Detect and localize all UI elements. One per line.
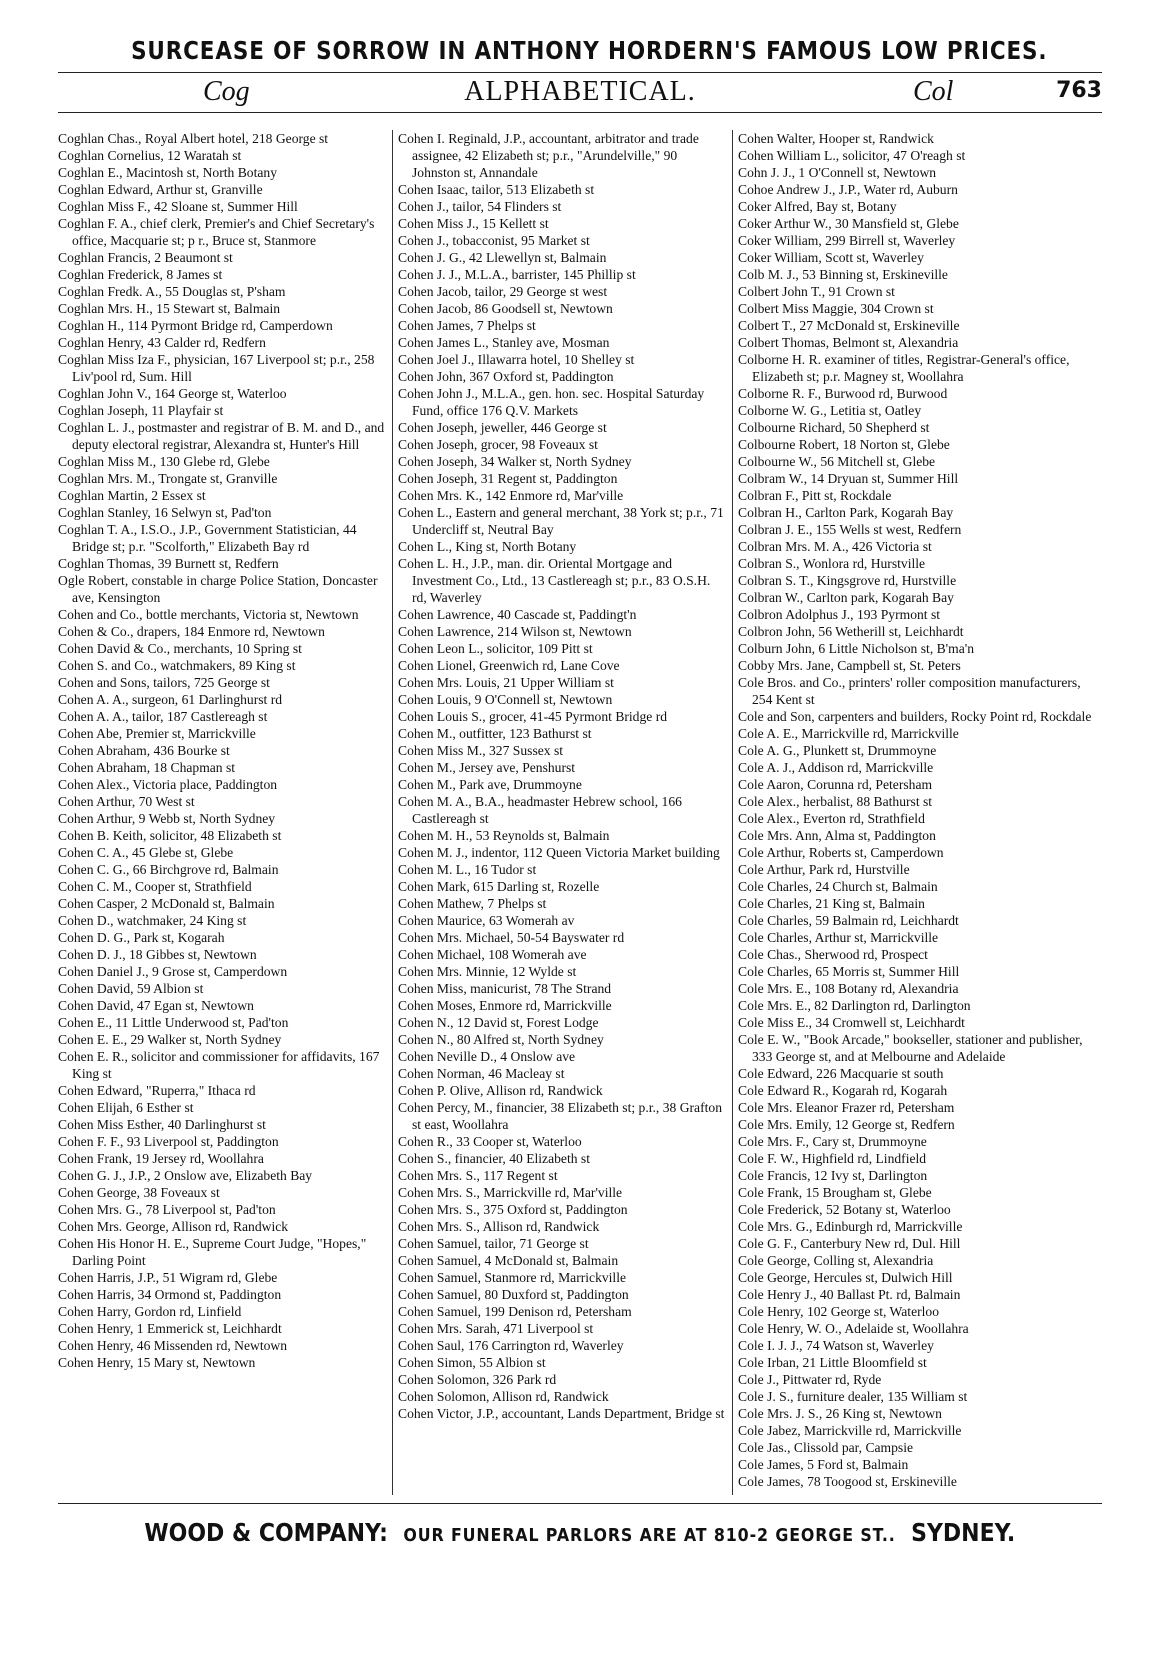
- directory-entry: Cohen Daniel J., 9 Grose st, Camperdown: [58, 964, 288, 979]
- directory-entry: Cole George, Hercules st, Dulwich Hill: [738, 1270, 953, 1285]
- directory-entry: Cohen M., Jersey ave, Penshurst: [398, 760, 576, 775]
- directory-entry: Cole J. S., furniture dealer, 135 William st: [738, 1389, 968, 1404]
- directory-entry: Cole Henry, 102 George st, Waterloo: [738, 1304, 940, 1319]
- directory-entry: Cole Frank, 15 Brougham st, Glebe: [738, 1185, 932, 1200]
- directory-entry: Colbran W., Carlton park, Kogarah Bay: [738, 590, 954, 605]
- directory-entry: Cohen M., outfitter, 123 Bathurst st: [398, 726, 592, 741]
- directory-entry: Cohen Miss J., 15 Kellett st: [398, 216, 549, 231]
- directory-entry: Colbert John T., 91 Crown st: [738, 284, 895, 299]
- directory-entry: Cohen Michael, 108 Womerah ave: [398, 947, 587, 962]
- directory-entry: Colburn John, 6 Little Nicholson st, B'ma'n: [738, 641, 974, 656]
- directory-entry: Cohen F. F., 93 Liverpool st, Paddington: [58, 1134, 279, 1149]
- directory-entry: Coghlan Joseph, 11 Playfair st: [58, 403, 224, 418]
- directory-entry: Coghlan E., Macintosh st, North Botany: [58, 165, 277, 180]
- directory-entry: Cohen His Honor H. E., Supreme Court Judge, "Hopes," Darling Point: [58, 1236, 367, 1268]
- directory-entry: Coghlan Francis, 2 Beaumont st: [58, 250, 233, 265]
- directory-entry: Cole A. G., Plunkett st, Drummoyne: [738, 743, 937, 758]
- top-advertisement-banner: SURCEASE OF SORROW IN ANTHONY HORDERN'S FAMOUS LOW PRICES.: [131, 36, 1048, 65]
- directory-entry: Cole Francis, 12 Ivy st, Darlington: [738, 1168, 928, 1183]
- page-header: [58, 76, 1102, 110]
- directory-entry: Cohen Edward, "Ruperra," Ithaca rd: [58, 1083, 256, 1098]
- directory-entry: Cohen Miss M., 327 Sussex st: [398, 743, 564, 758]
- directory-entry: Cole Mrs. Emily, 12 George st, Redfern: [738, 1117, 955, 1132]
- directory-entry: Cole Charles, 24 Church st, Balmain: [738, 879, 938, 894]
- directory-entry: Cohen James, 7 Phelps st: [398, 318, 536, 333]
- directory-entry: Cohen Maurice, 63 Womerah av: [398, 913, 575, 928]
- directory-entry: Colbert Miss Maggie, 304 Crown st: [738, 301, 934, 316]
- directory-entry: Cohen Arthur, 9 Webb st, North Sydney: [58, 811, 276, 826]
- directory-entry: Cohen Joseph, jeweller, 446 George st: [398, 420, 607, 435]
- directory-entry: Colbran J. E., 155 Wells st west, Redfern: [738, 522, 962, 537]
- directory-entry: Coghlan L. J., postmaster and registrar of B. M. and D., and deputy electoral registrar, Alexandra st, Hunter's Hill: [58, 420, 385, 452]
- directory-entry: Cohen Mrs. Sarah, 471 Liverpool st: [398, 1321, 594, 1336]
- directory-entry: Colborne H. R. examiner of titles, Registrar-General's office, Elizabeth st; p.r. Magney st, Woollahra: [738, 352, 1070, 384]
- directory-entry: Cole G. F., Canterbury New rd, Dul. Hill: [738, 1236, 961, 1251]
- directory-entry: Cohen Mrs. G., 78 Liverpool st, Pad'ton: [58, 1202, 276, 1217]
- directory-entry: Cole Edward, 226 Macquarie st south: [738, 1066, 944, 1081]
- directory-entry: Cohen E. E., 29 Walker st, North Sydney: [58, 1032, 282, 1047]
- directory-entry: Cohen Percy, M., financier, 38 Elizabeth st; p.r., 38 Grafton st east, Woollahra: [398, 1100, 722, 1132]
- directory-entry: Cohen J., tobacconist, 95 Market st: [398, 233, 590, 248]
- directory-entry: Cohen Leon L., solicitor, 109 Pitt st: [398, 641, 593, 656]
- directory-entry: Cohen Henry, 1 Emmerick st, Leichhardt: [58, 1321, 282, 1336]
- directory-entry: Cohen M. A., B.A., headmaster Hebrew school, 166 Castlereagh st: [398, 794, 682, 826]
- directory-entry: Cohen G. J., J.P., 2 Onslow ave, Elizabeth Bay: [58, 1168, 313, 1183]
- directory-entry: Cohen & Co., drapers, 184 Enmore rd, Newtown: [58, 624, 325, 639]
- directory-entry: Coghlan Chas., Royal Albert hotel, 218 George st: [58, 131, 329, 146]
- directory-entry: Coghlan T. A., I.S.O., J.P., Government Statistician, 44 Bridge st; p.r. "Scolforth," Elizabeth Bay rd: [58, 522, 357, 554]
- directory-entry: Cohen John J., M.L.A., gen. hon. sec. Hospital Saturday Fund, office 176 Q.V. Markets: [398, 386, 705, 418]
- directory-entry: Cohen Miss, manicurist, 78 The Strand: [398, 981, 612, 996]
- header-rule: [58, 112, 1102, 113]
- directory-entry: Cohoe Andrew J., J.P., Water rd, Auburn: [738, 182, 958, 197]
- bottom-rule: [58, 1503, 1102, 1504]
- directory-entry: Cohen Alex., Victoria place, Paddington: [58, 777, 278, 792]
- directory-entry: Cohen C. A., 45 Glebe st, Glebe: [58, 845, 234, 860]
- directory-entry: Cohen N., 12 David st, Forest Lodge: [398, 1015, 599, 1030]
- directory-entry: Colbran Mrs. M. A., 426 Victoria st: [738, 539, 932, 554]
- directory-entry: Cohen R., 33 Cooper st, Waterloo: [398, 1134, 582, 1149]
- directory-entry: Cohen Moses, Enmore rd, Marrickville: [398, 998, 612, 1013]
- directory-entry: Cohen B. Keith, solicitor, 48 Elizabeth st: [58, 828, 282, 843]
- directory-entry: Cohen J. J., M.L.A., barrister, 145 Phillip st: [398, 267, 636, 282]
- directory-entry: Cole I. J. J., 74 Watson st, Waverley: [738, 1338, 934, 1353]
- directory-entry: Cohen E. R., solicitor and commissioner for affidavits, 167 King st: [58, 1049, 380, 1081]
- directory-entry: Cole James, 78 Toogood st, Erskineville: [738, 1474, 957, 1489]
- directory-entry: Cohen Arthur, 70 West st: [58, 794, 195, 809]
- directory-entry: Cole Charles, Arthur st, Marrickville: [738, 930, 939, 945]
- directory-entry: Cole Arthur, Park rd, Hurstville: [738, 862, 910, 877]
- bottom-advertisement-banner: [58, 1518, 1102, 1558]
- left-guide-word: Cog: [203, 76, 250, 107]
- directory-entry: Cohen Joseph, 34 Walker st, North Sydney: [398, 454, 632, 469]
- directory-entry: Cohen J., tailor, 54 Flinders st: [398, 199, 562, 214]
- directory-entry: Cole Alex., Everton rd, Strathfield: [738, 811, 925, 826]
- directory-entry: Coghlan Miss Iza F., physician, 167 Liverpool st; p.r., 258 Liv'pool rd, Sum. Hill: [58, 352, 375, 384]
- directory-entry: Coker William, 299 Birrell st, Waverley: [738, 233, 956, 248]
- directory-entry: Coghlan Stanley, 16 Selwyn st, Pad'ton: [58, 505, 272, 520]
- page-title: ALPHABETICAL.: [464, 76, 696, 107]
- directory-entry: Coghlan Mrs. H., 15 Stewart st, Balmain: [58, 301, 281, 316]
- directory-entry: Cohen Elijah, 6 Esther st: [58, 1100, 194, 1115]
- directory-entry: Cohen M. J., indentor, 112 Queen Victoria Market building: [398, 845, 720, 860]
- directory-entry: Cohen Mrs. S., 375 Oxford st, Paddington: [398, 1202, 628, 1217]
- directory-entry: Cole Jabez, Marrickville rd, Marrickville: [738, 1423, 962, 1438]
- directory-column-2: [398, 130, 728, 1540]
- directory-entry: Colbran H., Carlton Park, Kogarah Bay: [738, 505, 954, 520]
- directory-entry: Cohen Louis S., grocer, 41-45 Pyrmont Bridge rd: [398, 709, 668, 724]
- directory-entry: Coghlan Fredk. A., 55 Douglas st, P'sham: [58, 284, 286, 299]
- directory-entry: Cohen Samuel, 199 Denison rd, Petersham: [398, 1304, 632, 1319]
- directory-entry: Cole James, 5 Ford st, Balmain: [738, 1457, 909, 1472]
- directory-entry: Cohen Joseph, 31 Regent st, Paddington: [398, 471, 618, 486]
- directory-entry: Cohen L., Eastern and general merchant, 38 York st; p.r., 71 Undercliff st, Neutral Bay: [398, 505, 724, 537]
- directory-entry: Cole Bros. and Co., printers' roller composition manufacturers, 254 Kent st: [738, 675, 1081, 707]
- directory-entry: Coghlan Martin, 2 Essex st: [58, 488, 206, 503]
- directory-entry: Coker William, Scott st, Waverley: [738, 250, 924, 265]
- directory-entry: Colbourne W., 56 Mitchell st, Glebe: [738, 454, 936, 469]
- advert-company: WOOD & COMPANY:: [144, 1518, 389, 1547]
- directory-entry: Cohen S. and Co., watchmakers, 89 King st: [58, 658, 296, 673]
- directory-entry: Cohen Samuel, Stanmore rd, Marrickville: [398, 1270, 627, 1285]
- directory-entry: Cohen Lionel, Greenwich rd, Lane Cove: [398, 658, 620, 673]
- directory-entry: Cohen Henry, 46 Missenden rd, Newtown: [58, 1338, 288, 1353]
- directory-entry: Cohen M. L., 16 Tudor st: [398, 862, 537, 877]
- directory-entry: Cohen Neville D., 4 Onslow ave: [398, 1049, 576, 1064]
- directory-entry: Cohen David & Co., merchants, 10 Spring st: [58, 641, 302, 656]
- directory-entry: Colbran S., Wonlora rd, Hurstville: [738, 556, 926, 571]
- directory-entry: Cohen Abe, Premier st, Marrickville: [58, 726, 256, 741]
- directory-entry: Cohen Mrs. S., Allison rd, Randwick: [398, 1219, 600, 1234]
- directory-entry: Cohen E., 11 Little Underwood st, Pad'ton: [58, 1015, 289, 1030]
- directory-entry: Cohen I. Reginald, J.P., accountant, arbitrator and trade assignee, 42 Elizabeth st; p.r., "Arundelville," 90 Johnston st, Annandale: [398, 131, 699, 180]
- directory-entry: Cohen Harris, 34 Ormond st, Paddington: [58, 1287, 282, 1302]
- directory-column-3: [738, 130, 1100, 1540]
- directory-entry: Colbourne Richard, 50 Shepherd st: [738, 420, 930, 435]
- directory-entry: Coker Alfred, Bay st, Botany: [738, 199, 897, 214]
- directory-entry: Coghlan Henry, 43 Calder rd, Redfern: [58, 335, 266, 350]
- directory-entry: Cohen Mathew, 7 Phelps st: [398, 896, 547, 911]
- directory-entry: Cohen Frank, 19 Jersey rd, Woollahra: [58, 1151, 264, 1166]
- right-guide-word: Col: [913, 76, 954, 107]
- directory-entry: Cohen Mrs. Michael, 50-54 Bayswater rd: [398, 930, 625, 945]
- directory-entry: Cohen L. H., J.P., man. dir. Oriental Mortgage and Investment Co., Ltd., 13 Castlereagh st; p.r., 83 O.S.H. rd, Waverley: [398, 556, 711, 605]
- directory-entry: Coghlan F. A., chief clerk, Premier's and Chief Secretary's office, Macquarie st; p r., Bruce st, Stanmore: [58, 216, 375, 248]
- column-divider: [732, 130, 733, 1495]
- directory-entry: Colb M. J., 53 Binning st, Erskineville: [738, 267, 948, 282]
- directory-entry: Cole Alex., herbalist, 88 Bathurst st: [738, 794, 933, 809]
- directory-entry: Coghlan Miss F., 42 Sloane st, Summer Hill: [58, 199, 298, 214]
- directory-entry: Cole Arthur, Roberts st, Camperdown: [738, 845, 944, 860]
- directory-entry: Cohen Lawrence, 214 Wilson st, Newtown: [398, 624, 632, 639]
- directory-entry: Cohen Miss Esther, 40 Darlinghurst st: [58, 1117, 266, 1132]
- directory-entry: Cohen Solomon, 326 Park rd: [398, 1372, 557, 1387]
- directory-entry: Cole F. W., Highfield rd, Lindfield: [738, 1151, 927, 1166]
- directory-columns: [58, 130, 1102, 1540]
- directory-entry: Cole Mrs. E., 108 Botany rd, Alexandria: [738, 981, 959, 996]
- directory-entry: Cole Irban, 21 Little Bloomfield st: [738, 1355, 927, 1370]
- directory-entry: Coker Arthur W., 30 Mansfield st, Glebe: [738, 216, 959, 231]
- directory-entry: Cohen A. A., surgeon, 61 Darlinghurst rd: [58, 692, 283, 707]
- directory-entry: Cohen S., financier, 40 Elizabeth st: [398, 1151, 590, 1166]
- directory-entry: Cohen Mark, 615 Darling st, Rozelle: [398, 879, 600, 894]
- directory-entry: Cohen Harris, J.P., 51 Wigram rd, Glebe: [58, 1270, 278, 1285]
- directory-entry: Cole A. E., Marrickville rd, Marrickville: [738, 726, 959, 741]
- directory-entry: Cole Mrs. G., Edinburgh rd, Marrickville: [738, 1219, 963, 1234]
- directory-entry: Cole Edward R., Kogarah rd, Kogarah: [738, 1083, 948, 1098]
- directory-entry: Cohen George, 38 Foveaux st: [58, 1185, 220, 1200]
- directory-entry: Cole Mrs. E., 82 Darlington rd, Darlington: [738, 998, 971, 1013]
- directory-entry: Colbron John, 56 Wetherill st, Leichhardt: [738, 624, 964, 639]
- directory-entry: Cohen D. G., Park st, Kogarah: [58, 930, 225, 945]
- directory-entry: Cole Charles, 21 King st, Balmain: [738, 896, 925, 911]
- directory-entry: Cohen Saul, 176 Carrington rd, Waverley: [398, 1338, 624, 1353]
- directory-column-1: [58, 130, 388, 1540]
- directory-entry: Cole A. J., Addison rd, Marrickville: [738, 760, 934, 775]
- directory-entry: Cole Mrs. Eleanor Frazer rd, Petersham: [738, 1100, 955, 1115]
- directory-entry: Coghlan Miss M., 130 Glebe rd, Glebe: [58, 454, 270, 469]
- directory-entry: Cohen Mrs. S., Marrickville rd, Mar'ville: [398, 1185, 623, 1200]
- directory-entry: Coghlan John V., 164 George st, Waterloo: [58, 386, 287, 401]
- directory-entry: Cohen John, 367 Oxford st, Paddington: [398, 369, 614, 384]
- directory-entry: Cohen Samuel, 80 Duxford st, Paddington: [398, 1287, 629, 1302]
- directory-entry: Cohen M., Park ave, Drummoyne: [398, 777, 582, 792]
- directory-entry: Colbran S. T., Kingsgrove rd, Hurstville: [738, 573, 957, 588]
- directory-entry: Ogle Robert, constable in charge Police Station, Doncaster ave, Kensington: [58, 573, 378, 605]
- directory-entry: Cohen J. G., 42 Llewellyn st, Balmain: [398, 250, 607, 265]
- column-divider: [392, 130, 393, 1495]
- directory-entry: Cohen Jacob, 86 Goodsell st, Newtown: [398, 301, 613, 316]
- directory-entry: Colbran F., Pitt st, Rockdale: [738, 488, 892, 503]
- directory-entry: Colbron Adolphus J., 193 Pyrmont st: [738, 607, 941, 622]
- directory-entry: Cohen D. J., 18 Gibbes st, Newtown: [58, 947, 257, 962]
- directory-entry: Cole E. W., "Book Arcade," bookseller, stationer and publisher, 333 George st, and at Melbourne and Adelaide: [738, 1032, 1083, 1064]
- directory-entry: Cole George, Colling st, Alexandria: [738, 1253, 934, 1268]
- directory-entry: Cohen Victor, J.P., accountant, Lands Department, Bridge st: [398, 1406, 725, 1421]
- directory-entry: Cole Miss E., 34 Cromwell st, Leichhardt: [738, 1015, 965, 1030]
- directory-entry: Cohen David, 59 Albion st: [58, 981, 204, 996]
- directory-entry: Cohen Joseph, grocer, 98 Foveaux st: [398, 437, 598, 452]
- directory-entry: Cohen A. A., tailor, 187 Castlereagh st: [58, 709, 268, 724]
- directory-entry: Cole J., Pittwater rd, Ryde: [738, 1372, 882, 1387]
- directory-entry: Cohen and Sons, tailors, 725 George st: [58, 675, 270, 690]
- directory-entry: Cohen M. H., 53 Reynolds st, Balmain: [398, 828, 610, 843]
- directory-entry: Cohen Mrs. Minnie, 12 Wylde st: [398, 964, 577, 979]
- directory-entry: Cole Henry J., 40 Ballast Pt. rd, Balmain: [738, 1287, 961, 1302]
- directory-entry: Cohen Mrs. George, Allison rd, Randwick: [58, 1219, 289, 1234]
- directory-entry: Coghlan Mrs. M., Trongate st, Granville: [58, 471, 278, 486]
- directory-entry: Cohen William L., solicitor, 47 O'reagh st: [738, 148, 966, 163]
- directory-entry: Cohen Samuel, 4 McDonald st, Balmain: [398, 1253, 619, 1268]
- directory-entry: Cohen Walter, Hooper st, Randwick: [738, 131, 934, 146]
- directory-entry: Cohn J. J., 1 O'Connell st, Newtown: [738, 165, 937, 180]
- directory-entry: Cohen Norman, 46 Macleay st: [398, 1066, 565, 1081]
- directory-entry: Cole Chas., Sherwood rd, Prospect: [738, 947, 928, 962]
- directory-entry: Cole Charles, 59 Balmain rd, Leichhardt: [738, 913, 959, 928]
- directory-entry: Cole Mrs. Ann, Alma st, Paddington: [738, 828, 936, 843]
- directory-entry: Cohen Harry, Gordon rd, Linfield: [58, 1304, 242, 1319]
- directory-entry: Cohen C. G., 66 Birchgrove rd, Balmain: [58, 862, 279, 877]
- directory-entry: Coghlan H., 114 Pyrmont Bridge rd, Camperdown: [58, 318, 333, 333]
- directory-entry: Cohen D., watchmaker, 24 King st: [58, 913, 247, 928]
- directory-entry: Cobby Mrs. Jane, Campbell st, St. Peters: [738, 658, 961, 673]
- directory-entry: Cole Charles, 65 Morris st, Summer Hill: [738, 964, 960, 979]
- directory-entry: Colbram W., 14 Dryuan st, Summer Hill: [738, 471, 959, 486]
- directory-entry: Cohen Mrs. Louis, 21 Upper William st: [398, 675, 614, 690]
- directory-entry: Cohen David, 47 Egan st, Newtown: [58, 998, 254, 1013]
- directory-entry: Cole and Son, carpenters and builders, Rocky Point rd, Rockdale: [738, 709, 1092, 724]
- directory-entry: Colbourne Robert, 18 Norton st, Glebe: [738, 437, 950, 452]
- directory-entry: Colborne W. G., Letitia st, Oatley: [738, 403, 922, 418]
- directory-entry: Cohen Louis, 9 O'Connell st, Newtown: [398, 692, 613, 707]
- directory-entry: Cole Henry, W. O., Adelaide st, Woollahra: [738, 1321, 969, 1336]
- directory-entry: Cohen C. M., Cooper st, Strathfield: [58, 879, 252, 894]
- directory-entry: Cohen Lawrence, 40 Cascade st, Paddingt'n: [398, 607, 637, 622]
- directory-entry: Cohen Simon, 55 Albion st: [398, 1355, 546, 1370]
- directory-entry: Cole Mrs. F., Cary st, Drummoyne: [738, 1134, 927, 1149]
- directory-entry: Cohen Mrs. S., 117 Regent st: [398, 1168, 558, 1183]
- directory-entry: Cohen James L., Stanley ave, Mosman: [398, 335, 610, 350]
- directory-entry: Cohen Abraham, 436 Bourke st: [58, 743, 230, 758]
- directory-entry: Cole Frederick, 52 Botany st, Waterloo: [738, 1202, 951, 1217]
- directory-entry: Colborne R. F., Burwood rd, Burwood: [738, 386, 948, 401]
- directory-entry: Cohen Solomon, Allison rd, Randwick: [398, 1389, 609, 1404]
- directory-entry: Cole Mrs. J. S., 26 King st, Newtown: [738, 1406, 942, 1421]
- directory-entry: Coghlan Edward, Arthur st, Granville: [58, 182, 263, 197]
- advert-city: SYDNEY.: [911, 1518, 1016, 1547]
- directory-entry: Coghlan Cornelius, 12 Waratah st: [58, 148, 242, 163]
- directory-entry: Cohen Henry, 15 Mary st, Newtown: [58, 1355, 256, 1370]
- directory-entry: Cohen L., King st, North Botany: [398, 539, 577, 554]
- directory-entry: Cole Jas., Clissold par, Campsie: [738, 1440, 914, 1455]
- top-rule: [58, 72, 1102, 73]
- directory-entry: Cole Aaron, Corunna rd, Petersham: [738, 777, 933, 792]
- directory-entry: Cohen Jacob, tailor, 29 George st west: [398, 284, 608, 299]
- page-number: 763: [1056, 78, 1102, 103]
- directory-entry: Cohen Abraham, 18 Chapman st: [58, 760, 236, 775]
- directory-entry: Coghlan Thomas, 39 Burnett st, Redfern: [58, 556, 279, 571]
- directory-entry: Coghlan Frederick, 8 James st: [58, 267, 223, 282]
- directory-entry: Cohen Isaac, tailor, 513 Elizabeth st: [398, 182, 595, 197]
- directory-entry: Cohen Joel J., Illawarra hotel, 10 Shelley st: [398, 352, 635, 367]
- directory-entry: Cohen Mrs. K., 142 Enmore rd, Mar'ville: [398, 488, 624, 503]
- directory-entry: Cohen Casper, 2 McDonald st, Balmain: [58, 896, 275, 911]
- directory-entry: Cohen Samuel, tailor, 71 George st: [398, 1236, 589, 1251]
- directory-entry: Cohen P. Olive, Allison rd, Randwick: [398, 1083, 603, 1098]
- advert-message: OUR FUNERAL PARLORS ARE AT 810-2 GEORGE ST..: [403, 1525, 896, 1546]
- directory-entry: Colbert Thomas, Belmont st, Alexandria: [738, 335, 959, 350]
- directory-entry: Cohen N., 80 Alfred st, North Sydney: [398, 1032, 604, 1047]
- directory-entry: Colbert T., 27 McDonald st, Erskineville: [738, 318, 960, 333]
- directory-entry: Cohen and Co., bottle merchants, Victoria st, Newtown: [58, 607, 359, 622]
